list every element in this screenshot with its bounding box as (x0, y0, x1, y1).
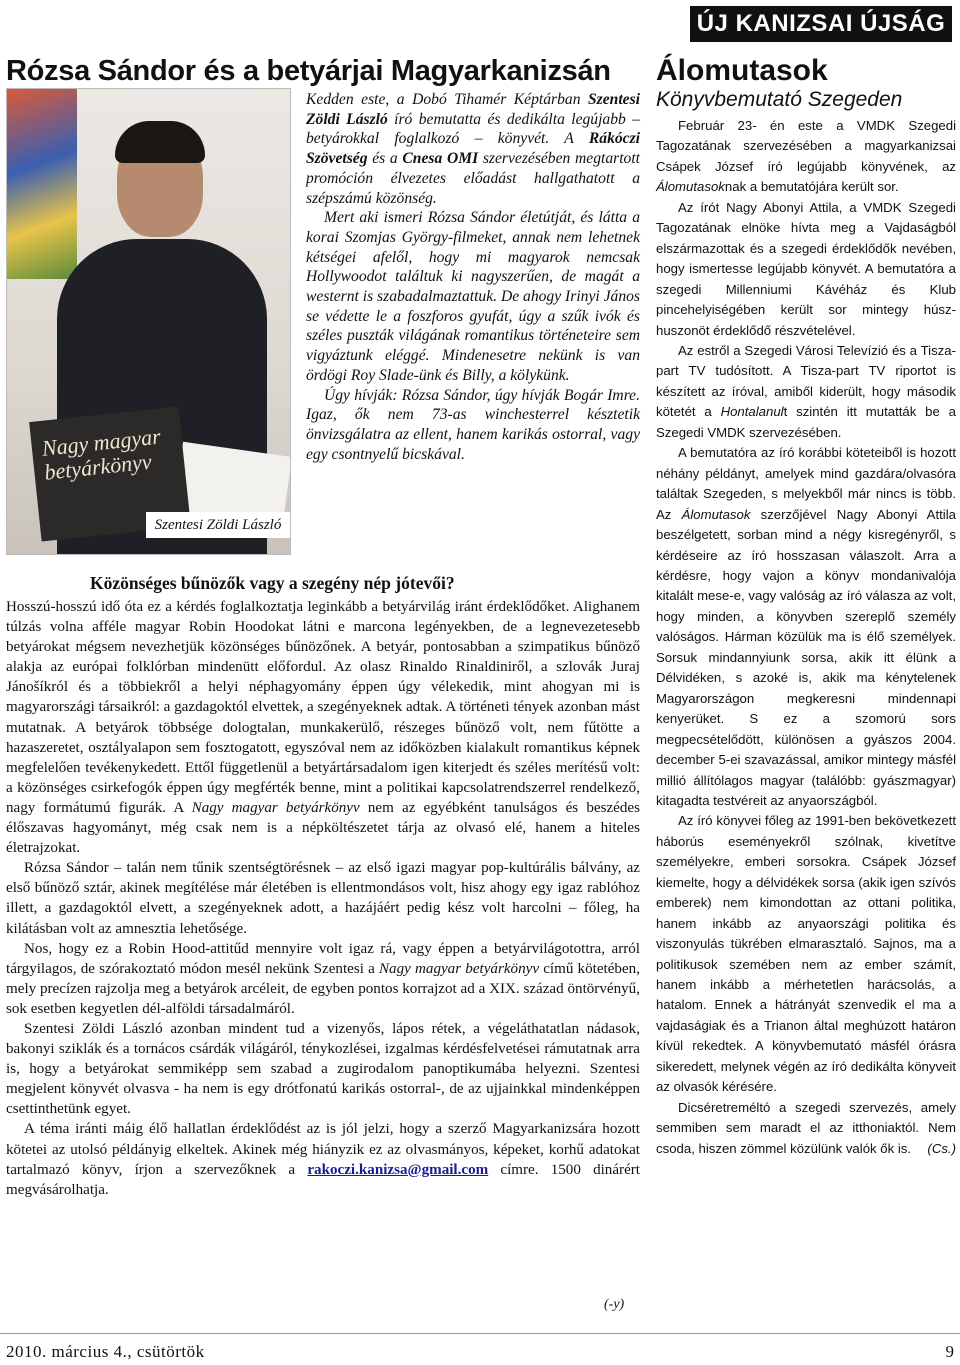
footer-date: 2010. március 4., csütörtök (6, 1342, 205, 1361)
intro-paragraph-3: Úgy hívják: Rózsa Sándor, úgy hívják Bogár Imre. Igaz, ők nem 73-as winchesterrel késztetik önvizsgálatra az ellent, hanem karikás ostorral, vagy egy csontnyelű bicskával. (306, 386, 640, 463)
article-body (6, 597, 640, 1200)
sidebar-paragraph-3: Az estről a Szegedi Városi Televízió és a Tisza-part TV tudósított. A Tisza-part TV riportot is készített az íróval, amiből kiderült, hogy második kötetét a Hontalanult szintén itt mutatták be a Szegedi VMDK szervezésében. (656, 342, 956, 440)
article-subheading: Közönséges bűnözők vagy a szegény nép jótevői? (90, 573, 455, 593)
sidebar-body (656, 116, 956, 1160)
body-paragraph-2: Rózsa Sándor – talán nem tűnik szentségtörésnek – az első igazi magyar pop-kultúrális bálvány, az első bűnöző sztár, akinek megítélése már életében is ellentmondásos volt, hisz ahogy egy igaz rablóhoz illett, a gazdagoktól elvett, a szegényeknek adott, a hazájáért pedig kész volt harcolni – főleg, ha kilátásban volt az amnesztia lehetősége. (6, 860, 640, 937)
sidebar-paragraph-1: Február 23- én este a VMDK Szegedi Tagozatának szervezésében a magyarkanizsai Csápek József író legújabb könyvének, az Álomutasoknak a bemutatójára került sor. (656, 118, 956, 195)
intro-paragraph-2: Mert aki ismeri Rózsa Sándor életútját, és látta a korai Szomjas György-filmeket, annak nem lehetnek kétségei afelől, hogy mi magyarok nemcsak Hollywoodot találtuk ki nagyszerűen, de magát a westernt is szabadalmaztattuk. De ahogy Irinyi János se védette le a foszforos gyufát, úgy a szűk ivók és széles puszták világának romantikus történeteire sem vigyáztunk eléggé. Mindenesetre nekünk is van ördögi Roy Slade-ünk és Billy, a kölykünk. (306, 209, 640, 384)
sidebar-subtitle: Könyvbemutató Szegeden (656, 88, 903, 111)
sidebar-title: Álomutasok (656, 54, 828, 87)
body-paragraph-3: Nos, hogy ez a Robin Hood-attitűd mennyire volt igaz rá, vagy éppen a betyárvilágotottra, arról tárgyilagos, de szórakoztató módon mesél nekünk Szentesi a Nagy magyar betyárkönyv című kötetében, mely precízen rajzolja meg a betyárok arcéleit, de egyben pontos korrajzot ad a XIX. század öntörvényű, sok esetben kegyetlen dél-alföldi társadalmáról. (6, 940, 640, 1017)
newspaper-masthead: ÚJ KANIZSAI ÚJSÁG (690, 6, 952, 42)
painting-background (7, 89, 77, 279)
person-hair (115, 121, 205, 163)
intro-paragraph-1: Kedden este, a Dobó Tihamér Képtárban Szentesi Zöldi László író bemutatta és dedikálta legújabb – betyárokkal foglalkozó – könyvét. A Rákóczi Szövetség és a Cnesa OMI szervezésében megtartott promóción élvezetes előadást hallgathatott a szépszámú közönség. (306, 91, 640, 207)
article-signature: (-y) (604, 1297, 625, 1312)
sidebar-signature: (Cs.) (927, 1141, 956, 1157)
sidebar-paragraph-6: Dicséretreméltó a szegedi szervezés, amely semmiben sem maradt el az itthoniaktól. Nem csoda, hiszen zömmel közülünk valók ők is. (656, 1099, 956, 1156)
page-number: 9 (945, 1342, 954, 1361)
article-headline: Rózsa Sándor és a betyárjai Magyarkanizsán (6, 55, 611, 87)
footer-divider (0, 1333, 960, 1334)
photo-caption: Szentesi Zöldi László (146, 512, 290, 538)
sidebar-paragraph-5: Az író könyvei főleg az 1991-ben bekövetkezett háborús eseményekről szólnak, kivetítve személyekre, emberi sorsokra. Csápek József kiemelte, hogy a délvidékek sorsa (akik igen szívós emberek) nem kimondottan az ottani politika, hanem inkább az anyaországi politika és viszonyulás tükrében elmarasztaló. Sajnos, ma a politikusok szemében nem az ember számít, hanem inkább a mérhetetlen harácsolás, a hatalom. Ennek a hátrányát szenvedik el ma a vajdaságiak és a Trianon által meghúzott határon kívül rekedtek. A könyvbemutató másfél órásra sikeredett, melynek végén az író dedikálta könyveit az olvasók kérésére. (656, 813, 956, 1095)
body-paragraph-4: Szentesi Zöldi László azonban mindent tud a vizenyős, lápos rétek, a végeláthatatlan nádasok, bakonyi sziklák és a tornácos csárdák világáról, ténykozlései, izgalmas kérdésfelvetései rámutatnak arra is, hogy a betyárokat semmiképp sem szabad a zugirodalom panoptikumába helyezni. Szentesi megjelent könyvét olvasva - ha nem is egy drótfonatú karikás ostorral-, de az ujjainkkal mindenképpen csettinthetünk egyet. (6, 1020, 640, 1118)
sidebar-paragraph-4: A bemutatóra az író korábbi köteteiből is hozott néhány példányt, amelyek mind gazdára/olvasóra találtak Szegeden, s melyekből már nincs is több. Az Álomutasok szerzőjével Nagy Abonyi Attila beszélgetett, sorban mind a négy kisregényről, s kérdéseire az író hosszasan válaszolt. Arra a kérdésre, hogy vajon a könyv mondanivalója kitalált mese-e, vagy valóság az író válasza az volt, hogy minden, a könyvben szereplő személy valóságos. Hárman közülük ma is élő személyek. Sorsuk mindannyiunk sorsa, akik itt élünk a Délvidéken, s azoké is, akik ma kénytelenek Magyarországon megkeresni mindennapi kenyerüket. S ez a szomorú sors megpecsételődött, különösen a gyászos 2004. december 5-ei szavazással, amikor mintegy másfél millió állítólagos magyar (találóbb: gyászmagyar) kitagadta testvéreit az anyaországból. (656, 445, 956, 808)
article-intro (306, 90, 640, 464)
author-photo (6, 88, 291, 555)
body-paragraph-1: Hosszú-hosszú idő óta ez a kérdés foglalkoztatja leginkább a betyárvilág iránt érdeklődőket. Alighanem túlzás volna afféle magyar Robin Hoodokat látni e marcona legényekben, de a legnevezetesebb betyárokat mégsem nevezhetjük közönséges bűnözőnek. A betyár, pontosabban a szimpatikus bűnöző alakja az európai folklórban mindenütt előfordul. Az olasz Rinaldo Rinaldiniről, a szlovák Juraj Jánošíkról és a többiekről a helyi néphagyomány éppen úgy vélekedik, mint ahogyan mi is magyarországi társaikról: a gazdagoktól elvettek, a szegényeknek adtak. A történeti tények azonban mást mutatnak. A betyárok többsége dologtalan, munkakerülő, részeges bűnöző volt, nem fűtötte a hazaszeretet, osztályalapon sem fosztogatott, egyszóval nem az időközben kialakult romantikus képnek megfelelően tevékenykedett. Ettől függetlenül a betyártársadalom igen kiterjedt és széles merítésű volt: a közönséges csirkefogók éppen úgy megférték benne, mint a politikai kapcsolatrendszerrel rendelkező, nagy formátumú figurák. A Nagy magyar betyárkönyv nem az egyébként tanulságos és beszédes élőszavas hagyományt, még csak nem is a népköltészetet tárja az olvasó elé, hanem a hiteles életrajzokat. (6, 599, 640, 857)
sidebar-paragraph-2: Az írót Nagy Abonyi Attila, a VMDK Szegedi Tagozatának elnöke hívta meg a Vajdaságból elszármazottak és a szegedi érdeklődők nevében, hogy ismertesse legújabb könyvét. A bemutatóra a szegedi Millenniumi Kávéház és Klub pincehelyiségében került sor mintegy húsz-huszonöt érdeklődő részvételével. (656, 199, 956, 338)
email-link[interactable]: rakoczi.kanizsa@gmail.com (307, 1161, 489, 1178)
body-paragraph-5: A téma iránti máig élő hallatlan érdeklődést az is jól jelzi, hogy a szerző Magyarkanizsára hozott kötetei az utolsó példányig elkeltek. Akinek még hiányzik ez az olvasmányos, képeket, korhű adatokat tartalmazó könyv, írjon a szervezőknek a rakoczi.kanizsa@gmail.com címre. 1500 dinárért megvásárolhatja. (6, 1121, 640, 1198)
book-cover: Nagy magyar betyárkönyv (29, 406, 191, 541)
